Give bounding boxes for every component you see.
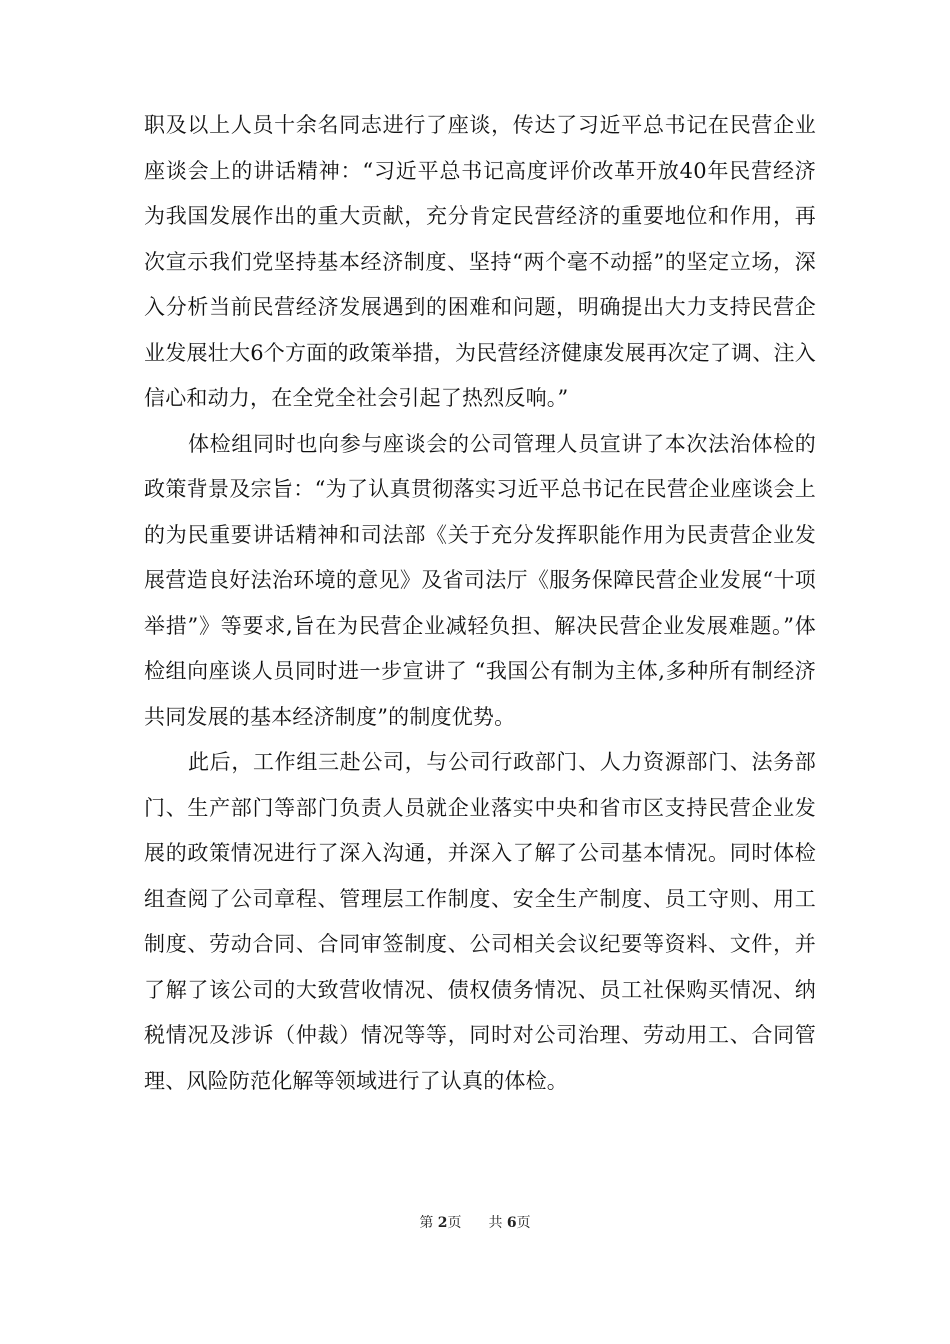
footer-page-number: 2 [437,1215,448,1231]
page-body [144,103,816,1104]
footer-total-suffix: 页 [516,1215,531,1231]
paragraph-3: 此后，工作组三赴公司，与公司行政部门、人力资源部门、法务部门、生产部门等部门负责人员就企业落实中央和省市区支持民营企业发展的政策情况进行了深入沟通，并深入了解了公司基本情况。同时体检组查阅了公司章程、管理层工作制度、安全生产制度、员工守则、用工制度、劳动合同、合同审签制度、公司相关会议纪要等资料、文件，并了解了该公司的大致营收情况、债权债务情况、员工社保购买情况、纳税情况及涉诉（仲裁）情况等等，同时对公司治理、劳动用工、合同管理、风险防范化解等领域进行了认真的体检。 [144,750,816,1093]
footer-prefix: 第 [419,1215,434,1231]
paragraph-2: 体检组同时也向参与座谈会的公司管理人员宣讲了本次法治体检的政策背景及宗旨：“为了认真贯彻落实习近平总书记在民营企业座谈会上的为民重要讲话精神和司法部《关于充分发挥职能作用为民责营企业发展营造良好法治环境的意见》及省司法厅《服务保障民营企业发展“十项举措”》等要求,旨在为民营企业减轻负担、解决民营企业发展难题。”体检组向座谈人员同时进一步宣讲了 “我国公有制为主体,多种所有制经济共同发展的基本经济制度”的制度优势。 [144,431,816,729]
footer-total-pages: 6 [506,1215,517,1231]
footer-page-suffix: 页 [447,1215,462,1231]
page-footer [0,1212,950,1232]
paragraph-1: 职及以上人员十余名同志进行了座谈，传达了习近平总书记在民营企业座谈会上的讲话精神：“习近平总书记高度评价改革开放40年民营经济为我国发展作出的重大贡献，充分肯定民营经济的重要地位和作用，再次宣示我们党坚持基本经济制度、坚持“两个毫不动摇”的坚定立场，深入分析当前民营经济发展遇到的困难和问题，明确提出大力支持民营企业发展壮大6个方面的政策举措，为民营经济健康发展再次定了调、注入信心和动力，在全党全社会引起了热烈反响。” [144,113,816,410]
footer-total-prefix: 共 [488,1215,503,1231]
